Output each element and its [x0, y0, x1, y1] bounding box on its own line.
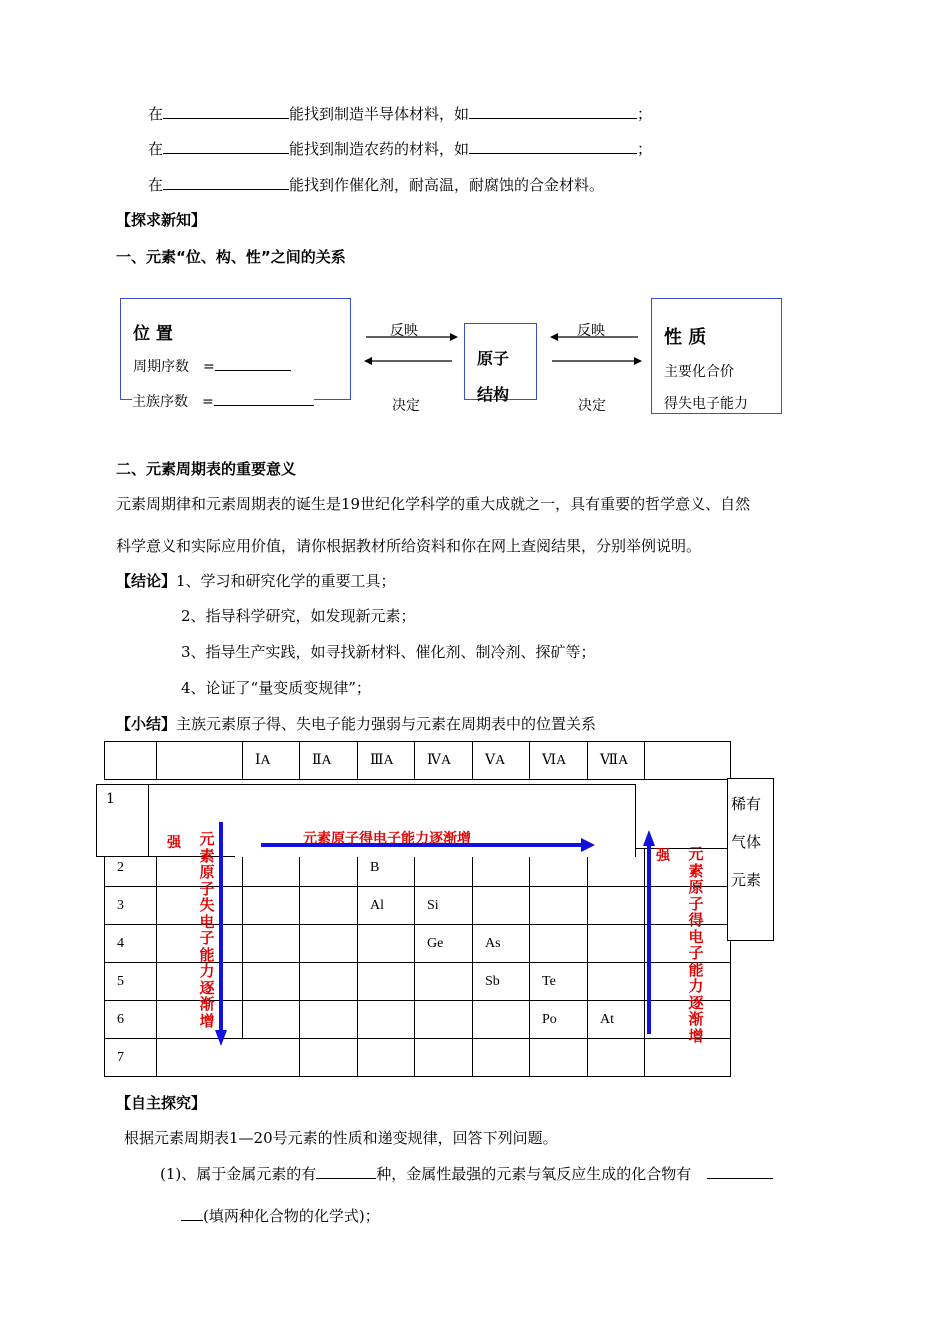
strong-label-right: 强	[656, 848, 670, 864]
label-lose-electron: 元素原子失电子能力逐渐增	[199, 830, 215, 1030]
self-intro: 根据元素周期表1—20号元素的性质和递变规律，回答下列问题。	[124, 1129, 558, 1147]
arrow-label-reflect-left: 反映	[390, 323, 418, 339]
conclusion-item-2: 2、指导科学研究，如发现新元素；	[181, 607, 416, 625]
section1-title: 一、元素“位、构、性”之间的关系	[116, 248, 346, 266]
group-header: ⅤA	[473, 742, 530, 780]
structure-box: 原子 结构	[464, 323, 537, 400]
group-header: ⅡA	[300, 742, 358, 780]
property-box: 性 质 主要化合价 得失电子能力	[651, 298, 782, 414]
section2-paragraph-line2: 科学意义和实际应用价值，请你根据教材所给资料和你在网上查阅结果，分别举例说明。	[116, 537, 702, 555]
group-header: ⅣA	[415, 742, 473, 780]
intro-line-1: 在 能找到制造半导体材料，如 ；	[148, 105, 653, 123]
noble-gas-label: 稀有气体元素	[731, 795, 762, 889]
noble-gas-box	[727, 778, 774, 941]
question-1-line1: (1)、属于金属元素的有 种，金属性最强的元素与氧反应生成的化合物有	[160, 1163, 773, 1184]
section2-title: 二、元素周期表的重要意义	[116, 460, 297, 478]
section-explore-heading: 【探求新知】	[116, 211, 207, 229]
table-row: 2 B	[105, 849, 731, 887]
group-header: ⅥA	[530, 742, 588, 780]
period1-divider	[148, 784, 149, 857]
section2-paragraph-line1: 元素周期律和元素周期表的诞生是19世纪化学科学的重大成就之一，具有重要的哲学意义、自然	[116, 495, 751, 513]
group-header: ⅢA	[358, 742, 415, 780]
question-1-line2: (填两种化合物的化学式)；	[181, 1205, 380, 1226]
table-row: 4 Ge As	[105, 925, 731, 963]
label-gain-electron-horizontal: 元素原子得电子能力逐渐增	[303, 831, 471, 847]
intro-line-2: 在 能找到制造农药的材料，如 ；	[148, 140, 653, 158]
conclusion-item-3: 3、指导生产实践，如寻找新材料、催化剂、制冷剂、探矿等；	[181, 643, 596, 661]
arrow-up-right	[640, 828, 658, 1038]
table-row: 5 Sb Te	[105, 963, 731, 1001]
label-gain-electron-vertical: 元素原子得电子能力逐渐增	[688, 845, 704, 1045]
arrow-down-left	[212, 820, 230, 1050]
arrow-label-reflect-right: 反映	[577, 323, 605, 339]
group-header: ⅦA	[588, 742, 645, 780]
table-row: 3 Al Si	[105, 887, 731, 925]
summary-line: 【小结】主族元素原子得、失电子能力强弱与元素在周期表中的位置关系	[116, 715, 597, 733]
group-header: ⅠA	[243, 742, 300, 780]
conclusion-item-4: 4、论证了“量变质变规律”；	[181, 679, 371, 697]
strong-label-left: 强	[167, 835, 181, 851]
arrow-horizontal	[255, 832, 600, 854]
table-header-row	[105, 742, 731, 780]
section-self-heading: 【自主探究】	[116, 1094, 207, 1112]
intro-line-3: 在 能找到作催化剂，耐高温，耐腐蚀的合金材料。	[148, 176, 605, 194]
arrow-label-decide-left: 决定	[392, 398, 420, 414]
position-box: 位 置 周期序数 =	[120, 298, 351, 400]
arrows-right	[546, 330, 646, 366]
arrow-label-decide-right: 决定	[578, 398, 606, 414]
position-box-line2: 主族序数 =	[132, 391, 314, 411]
table-row: 7	[105, 1039, 731, 1077]
table-row: 6 Po At	[105, 1001, 731, 1039]
conclusion-item-1: 【结论】1、学习和研究化学的重要工具；	[116, 572, 396, 590]
arrows-left	[360, 330, 460, 366]
period-1-label: 1	[106, 791, 115, 807]
